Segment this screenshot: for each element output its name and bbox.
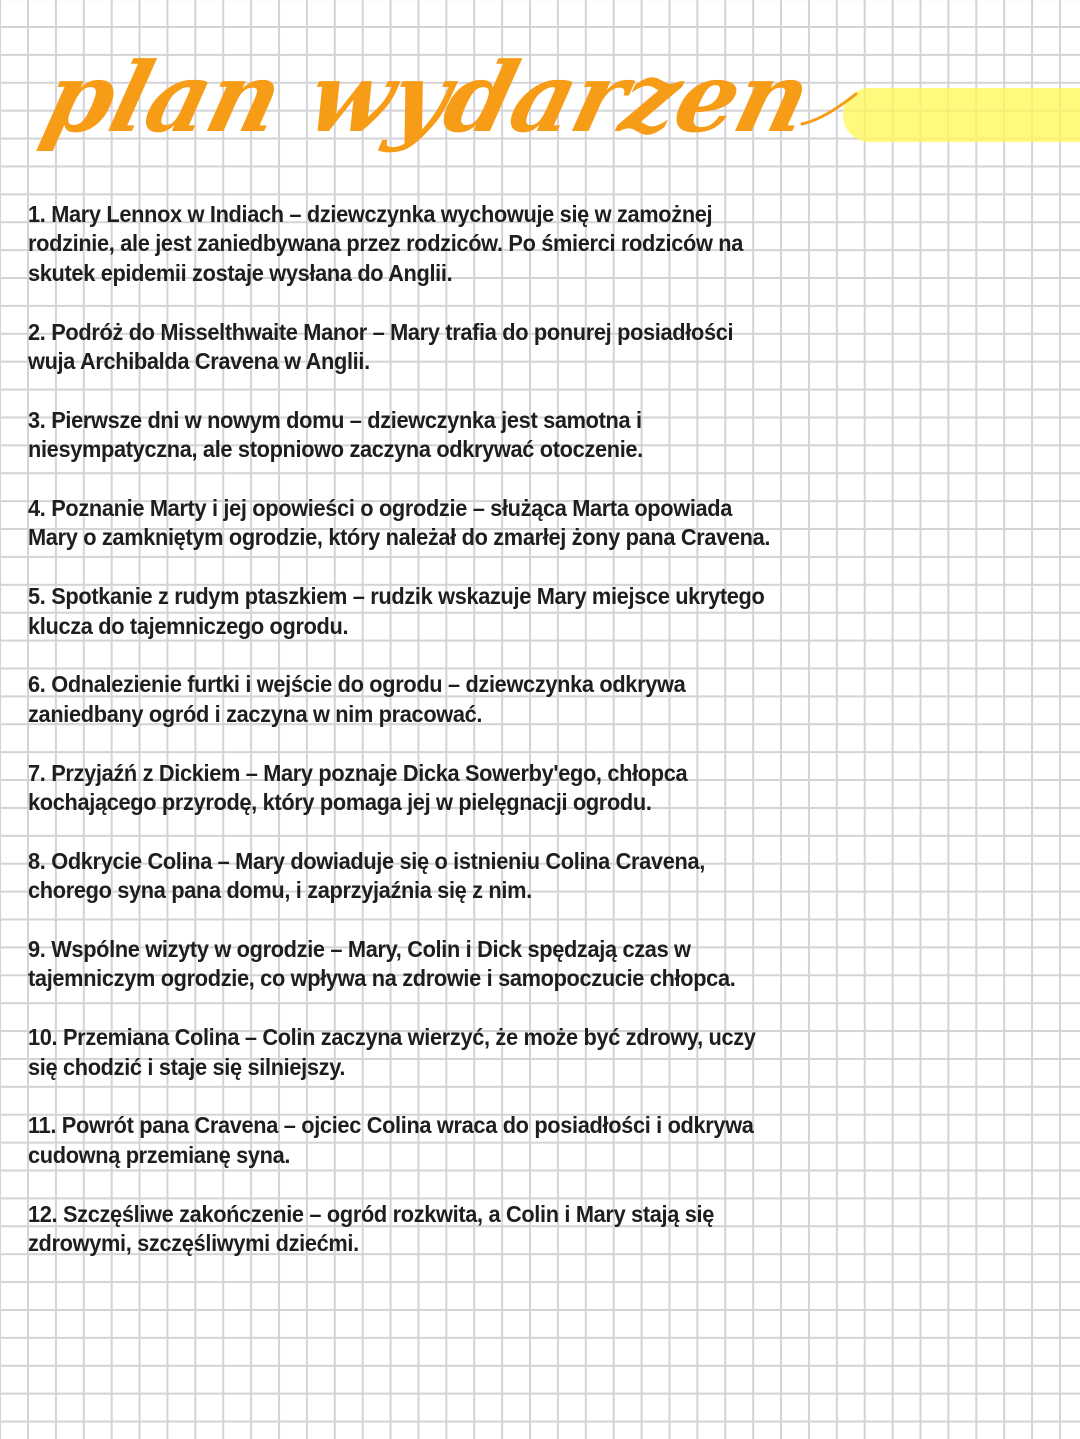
event-item-12	[28, 1200, 772, 1259]
page-title: plan wydarzen	[32, 41, 821, 154]
event-text: Odnalezienie furtki i wejście do ogrodu – dziewczynka odkrywa zaniedbany ogród i zaczyna w nim pracować.	[28, 671, 686, 727]
event-text: Przyjaźń z Dickiem – Mary poznaje Dicka Sowerby'ego, chłopca kochającego przyrodę, który pomaga jej w pielęgnacji ogrodu.	[28, 759, 688, 816]
event-number: 7.	[28, 759, 46, 786]
event-number: 10.	[28, 1024, 58, 1051]
event-number: 9.	[28, 936, 46, 963]
event-text: Przemiana Colina – Colin zaczyna wierzyć, że może być zdrowy, uczy się chodzić i staje się silniejszy.	[28, 1024, 756, 1080]
event-number: 4.	[28, 495, 46, 522]
event-number: 1.	[28, 201, 46, 227]
event-text: Mary Lennox w Indiach – dziewczynka wychowuje się w zamożnej rodzinie, ale jest zaniedbywana przez rodziców. Po śmierci rodziców na skutek epidemii zostaje wysłana do Anglii.	[28, 201, 744, 286]
event-item-8	[28, 847, 772, 906]
event-item-1	[28, 200, 772, 288]
event-text: Pierwsze dni w nowym domu – dziewczynka jest samotna i niesympatyczna, ale stopniowo zaczyna odkrywać otoczenie.	[28, 406, 643, 463]
event-item-7	[28, 759, 772, 818]
event-text: Powrót pana Cravena – ojciec Colina wraca do posiadłości i odkrywa cudowną przemianę syna.	[28, 1112, 754, 1168]
event-item-9	[28, 935, 772, 994]
event-item-5	[28, 582, 772, 641]
event-text: Wspólne wizyty w ogrodzie – Mary, Colin i Dick spędzają czas w tajemniczym ogrodzie, co wpływa na zdrowie i samopoczucie chłopca.	[28, 936, 736, 992]
event-item-11	[28, 1111, 772, 1170]
title-highlight-bar	[843, 88, 1080, 142]
event-item-10	[28, 1023, 772, 1082]
event-number: 2.	[28, 318, 46, 345]
event-number: 6.	[28, 671, 46, 698]
event-number: 11.	[28, 1112, 57, 1139]
event-list	[28, 200, 771, 1288]
event-text: Podróż do Misselthwaite Manor – Mary trafia do ponurej posiadłości wuja Archibalda Cravena w Anglii.	[28, 318, 734, 375]
event-number: 3.	[28, 406, 46, 433]
event-number: 5.	[28, 583, 46, 610]
title-swash-decoration	[800, 90, 860, 130]
event-text: Szczęśliwe zakończenie – ogród rozkwita, a Colin i Mary stają się zdrowymi, szczęśliwymi dziećmi.	[28, 1200, 715, 1257]
event-item-3	[28, 406, 772, 465]
event-text: Spotkanie z rudym ptaszkiem – rudzik wskazuje Mary miejsce ukrytego klucza do tajemniczego ogrodu.	[28, 583, 765, 639]
event-item-4	[28, 494, 772, 553]
event-number: 12.	[28, 1200, 58, 1227]
event-text: Odkrycie Colina – Mary dowiaduje się o istnieniu Colina Cravena, chorego syna pana domu, i zaprzyjaźnia się z nim.	[28, 847, 705, 904]
event-number: 8.	[28, 847, 46, 874]
event-text: Poznanie Marty i jej opowieści o ogrodzie – służąca Marta opowiada Mary o zamkniętym ogrodzie, który należał do zmarłej żony pana Cravena.	[28, 495, 771, 551]
event-item-2	[28, 318, 772, 377]
event-item-6	[28, 670, 772, 729]
